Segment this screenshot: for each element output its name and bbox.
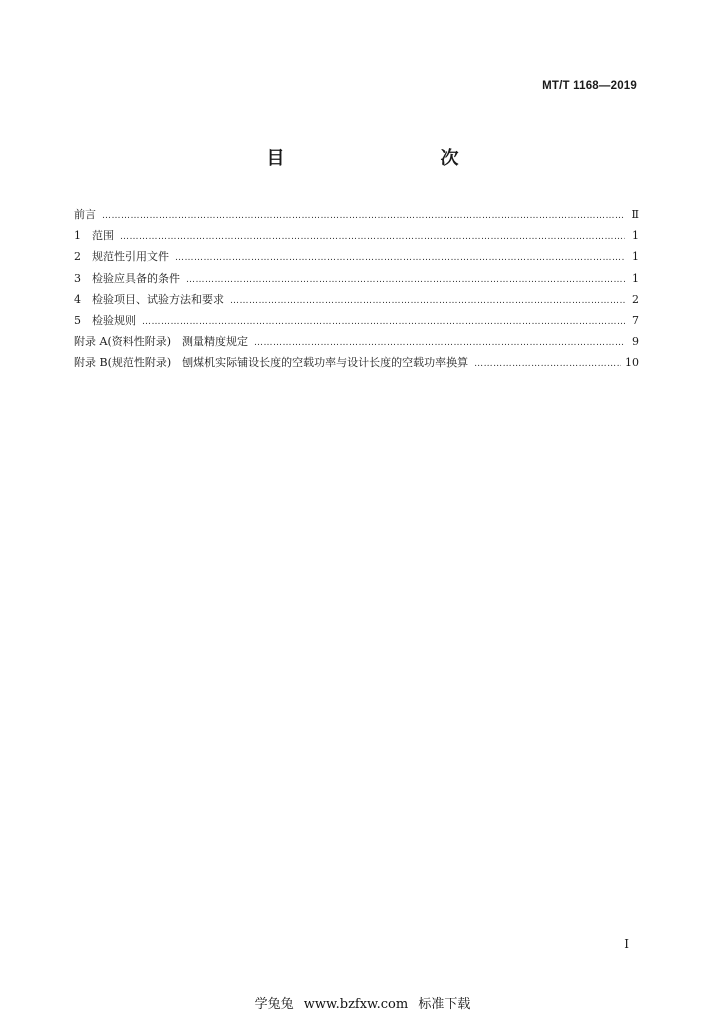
toc-entry-page: 1 [632, 229, 639, 243]
toc-leader-dots [102, 206, 625, 227]
table-of-contents [74, 204, 639, 374]
toc-leader-dots [142, 312, 625, 333]
toc-entry-appendix-a[interactable] [74, 331, 639, 352]
toc-entry-normative-references[interactable] [74, 246, 639, 267]
toc-leader-dots [186, 270, 625, 291]
toc-entry-label: 3 检验应具备的条件 [74, 271, 180, 285]
toc-entry-label: 前言 [74, 208, 96, 221]
toc-entry-label: 附录 A(资料性附录) 测量精度规定 [74, 335, 249, 349]
toc-leader-dots [474, 354, 621, 375]
toc-entry-label: 2 规范性引用文件 [74, 250, 169, 264]
toc-entry-label: 1 范围 [74, 229, 114, 243]
toc-leader-dots [230, 291, 625, 312]
page-title: 目 次 [266, 148, 499, 169]
toc-entry-page: 1 [632, 271, 639, 285]
toc-leader-dots [254, 333, 625, 354]
toc-entry-scope[interactable] [74, 225, 639, 246]
toc-leader-dots [120, 227, 625, 248]
toc-entry-page: 9 [632, 335, 639, 349]
toc-entry-label: 附录 B(规范性附录) 刨煤机实际铺设长度的空载功率与设计长度的空载功率换算 [74, 356, 469, 370]
toc-entry-label: 5 检验规则 [74, 313, 136, 327]
toc-entry-page: 2 [632, 292, 639, 306]
toc-entry-foreword[interactable] [74, 204, 639, 225]
toc-entry-inspection-items[interactable] [74, 289, 639, 310]
toc-entry-inspection-rules[interactable] [74, 310, 639, 331]
page-number: I [624, 937, 629, 951]
toc-entry-page: Ⅱ [631, 208, 639, 221]
toc-entry-inspection-conditions[interactable] [74, 268, 639, 289]
toc-leader-dots [175, 248, 625, 269]
standard-code: MT/T 1168—2019 [542, 80, 637, 92]
site-watermark: 学兔兔 www.bzfxw.com 标准下载 [254, 997, 471, 1012]
toc-entry-appendix-b[interactable] [74, 352, 639, 373]
toc-entry-page: 10 [625, 356, 639, 370]
toc-entry-page: 7 [632, 313, 639, 327]
toc-entry-page: 1 [632, 250, 639, 264]
toc-entry-label: 4 检验项目、试验方法和要求 [74, 292, 224, 306]
